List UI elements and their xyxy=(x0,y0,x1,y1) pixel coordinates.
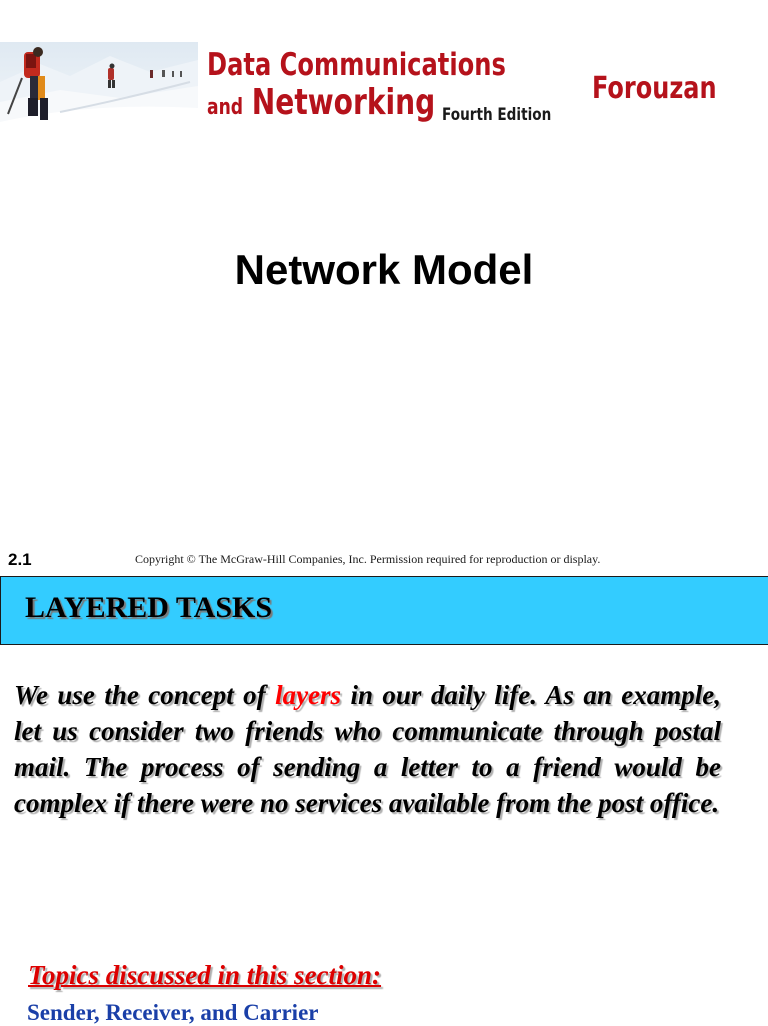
book-title-and: and xyxy=(207,95,244,120)
book-edition: Fourth Edition xyxy=(442,105,552,125)
copyright-notice: Copyright © The McGraw-Hill Companies, Inc. Permission required for reproduction or display. xyxy=(135,552,601,566)
body-paragraph xyxy=(14,677,721,821)
slide-title: Network Model xyxy=(234,246,534,293)
topic-item: Sender, Receiver, and Carrier xyxy=(27,1000,319,1025)
slide-number: 2.1 xyxy=(8,550,32,569)
book-banner xyxy=(0,42,560,136)
book-author: Forouzan xyxy=(592,71,717,106)
highlighted-term: layers xyxy=(275,680,342,710)
section-header-bar xyxy=(0,576,768,645)
topics-heading: Topics discussed in this section: xyxy=(28,960,382,990)
body-text-end: in our daily life. As an example, let us consider two friends who communicate through postal mail. The process of sending a letter to a friend would be complex if there were no services available from the post office. xyxy=(14,680,721,818)
book-title-networking: Networking xyxy=(251,82,436,123)
body-text-start: We use the concept of xyxy=(14,680,276,710)
section-title: LAYERED TASKS xyxy=(25,591,273,624)
book-title-line1: Data Communications xyxy=(207,47,506,83)
mountain-climbers-image xyxy=(0,42,198,136)
